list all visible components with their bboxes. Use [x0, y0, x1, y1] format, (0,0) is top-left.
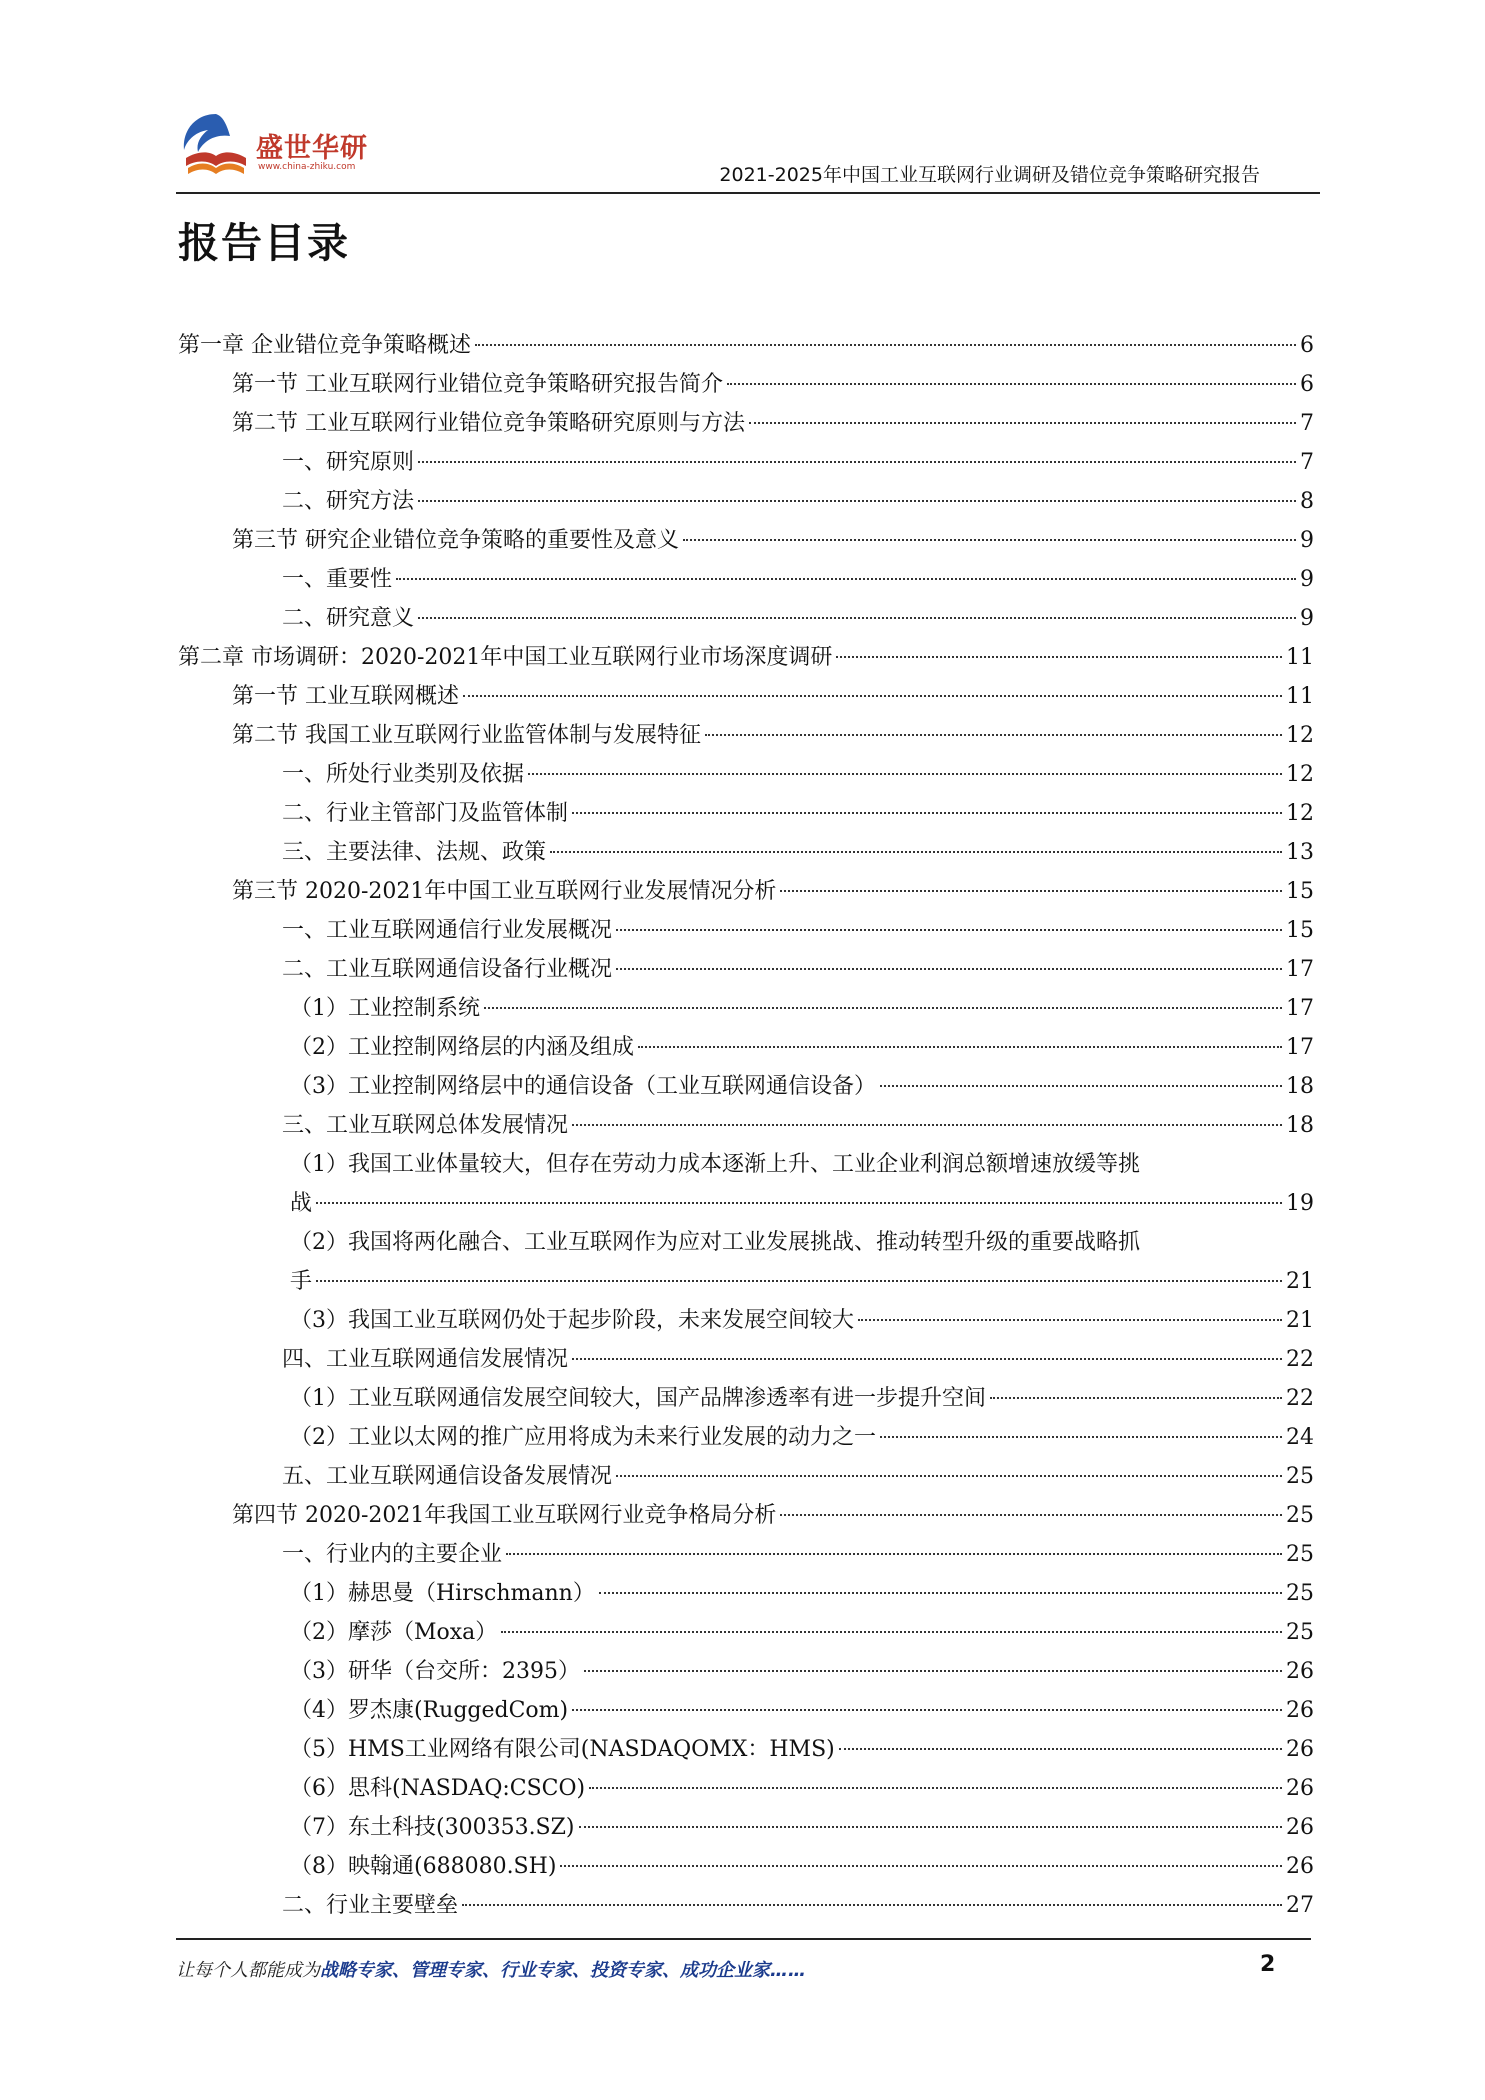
toc-page-number: 25	[1286, 1542, 1314, 1567]
footer-slogan-highlight: 战略专家、管理专家、行业专家、投资专家、成功企业家……	[320, 1960, 806, 1981]
toc-entry-text: 第三节 2020-2021年中国工业互联网行业发展情况分析	[232, 879, 777, 904]
toc-entry[interactable]	[178, 1301, 1314, 1340]
toc-leader-dots	[616, 929, 1282, 931]
toc-entry-text: 一、行业内的主要企业	[282, 1542, 503, 1567]
toc-entry-text: （1）我国工业体量较大，但存在劳动力成本逐渐上升、工业企业利润总额增速放缓等挑	[290, 1152, 1140, 1177]
toc-entry-text: 一、所处行业类别及依据	[282, 762, 525, 787]
toc-page-number: 27	[1286, 1893, 1314, 1918]
toc-page-number: 12	[1286, 801, 1314, 826]
toc-entry[interactable]	[178, 989, 1314, 1028]
toc-entry[interactable]	[178, 1535, 1314, 1574]
toc-leader-dots	[316, 1202, 1282, 1204]
toc-entry[interactable]	[178, 1223, 1314, 1301]
toc-page-number: 22	[1286, 1386, 1314, 1411]
toc-leader-dots	[572, 812, 1282, 814]
toc-entry[interactable]	[178, 950, 1314, 989]
toc-entry-text: （1）工业控制系统	[290, 996, 480, 1021]
toc-leader-dots	[396, 578, 1296, 580]
toc-entry[interactable]	[178, 404, 1314, 443]
toc-entry-text: 二、工业互联网通信设备行业概况	[282, 957, 613, 982]
toc-page-number: 15	[1286, 918, 1314, 943]
toc-entry-text: 第四节 2020-2021年我国工业互联网行业竞争格局分析	[232, 1503, 777, 1528]
header-divider	[176, 192, 1320, 194]
toc-entry-text: 三、主要法律、法规、政策	[282, 840, 547, 865]
toc-page-number: 21	[1286, 1269, 1314, 1294]
toc-entry[interactable]	[178, 1418, 1314, 1457]
toc-leader-dots	[550, 851, 1282, 853]
toc-entry[interactable]	[178, 1730, 1314, 1769]
toc-entry-text: （2）摩莎（Moxa）	[290, 1620, 498, 1645]
toc-entry[interactable]	[178, 1028, 1314, 1067]
logo-emblem-icon	[176, 106, 256, 186]
toc-leader-dots	[418, 500, 1296, 502]
toc-entry[interactable]	[178, 1691, 1314, 1730]
toc-entry-text: 一、工业互联网通信行业发展概况	[282, 918, 613, 943]
page-number: 2	[1260, 1952, 1276, 1977]
toc-leader-dots	[579, 1826, 1283, 1828]
toc-page-number: 22	[1286, 1347, 1314, 1372]
toc-entry[interactable]	[178, 716, 1314, 755]
toc-page-number: 26	[1286, 1698, 1314, 1723]
toc-entry-text: （3）研华（台交所：2395）	[290, 1659, 580, 1684]
toc-leader-dots	[501, 1631, 1282, 1633]
toc-entry[interactable]	[178, 599, 1314, 638]
toc-page-number: 12	[1286, 762, 1314, 787]
toc-page-number: 7	[1300, 411, 1314, 436]
toc-entry[interactable]	[178, 443, 1314, 482]
toc-page-number: 15	[1286, 879, 1314, 904]
toc-entry-text: 二、行业主要壁垒	[282, 1893, 459, 1918]
toc-entry-text: 第一节 工业互联网概述	[232, 684, 459, 709]
toc-leader-dots	[858, 1319, 1282, 1321]
logo-text: 盛世华研	[256, 133, 368, 164]
toc-page-number: 17	[1286, 1035, 1314, 1060]
toc-leader-dots	[589, 1787, 1282, 1789]
toc-entry-text: （1）工业互联网通信发展空间较大，国产品牌渗透率有进一步提升空间	[290, 1386, 986, 1411]
toc-page-number: 11	[1286, 645, 1314, 670]
toc-entry[interactable]	[178, 794, 1314, 833]
toc-entry[interactable]	[178, 872, 1314, 911]
toc-page-number: 9	[1300, 567, 1314, 592]
toc-page-number: 18	[1286, 1074, 1314, 1099]
toc-leader-dots	[475, 344, 1296, 346]
toc-leader-dots	[418, 617, 1296, 619]
toc-leader-dots	[749, 422, 1296, 424]
toc-entry[interactable]	[178, 482, 1314, 521]
toc-entry[interactable]	[178, 1340, 1314, 1379]
toc-entry[interactable]	[178, 677, 1314, 716]
toc-leader-dots	[418, 461, 1296, 463]
toc-entry-text: 一、研究原则	[282, 450, 415, 475]
toc-entry[interactable]	[178, 1496, 1314, 1535]
toc-entry[interactable]	[178, 1574, 1314, 1613]
toc-entry-text: （5）HMS工业网络有限公司(NASDAQOMX：HMS)	[290, 1737, 835, 1762]
toc-entry-text: （2）工业控制网络层的内涵及组成	[290, 1035, 634, 1060]
toc-entry[interactable]	[178, 521, 1314, 560]
toc-entry-text: （3）我国工业互联网仍处于起步阶段，未来发展空间较大	[290, 1308, 854, 1333]
toc-entry-text: 五、工业互联网通信设备发展情况	[282, 1464, 613, 1489]
toc-entry-continuation: 手	[290, 1269, 313, 1294]
toc-leader-dots	[572, 1358, 1282, 1360]
toc-page-number: 25	[1286, 1581, 1314, 1606]
toc-leader-dots	[880, 1436, 1282, 1438]
toc-entry-text: 一、重要性	[282, 567, 393, 592]
report-title: 2021-2025年中国工业互联网行业调研及错位竞争策略研究报告	[719, 164, 1260, 186]
toc-entry[interactable]	[178, 1886, 1314, 1925]
toc-entry-text: 四、工业互联网通信发展情况	[282, 1347, 569, 1372]
toc-entry-text: 第二节 工业互联网行业错位竞争策略研究原则与方法	[232, 411, 745, 436]
toc-page-number: 26	[1286, 1854, 1314, 1879]
toc-leader-dots	[584, 1670, 1282, 1672]
toc-leader-dots	[528, 773, 1282, 775]
toc-entry[interactable]	[178, 1808, 1314, 1847]
footer-slogan	[176, 1956, 806, 1982]
toc-leader-dots	[316, 1280, 1282, 1282]
toc-entry[interactable]	[178, 1379, 1314, 1418]
toc-entry-text: 二、研究意义	[282, 606, 415, 631]
toc-entry-text: 二、行业主管部门及监管体制	[282, 801, 569, 826]
toc-entry[interactable]	[178, 560, 1314, 599]
toc-entry[interactable]	[178, 1457, 1314, 1496]
toc-page-number: 26	[1286, 1815, 1314, 1840]
toc-page-number: 6	[1300, 372, 1314, 397]
toc-page-number: 25	[1286, 1464, 1314, 1489]
toc-entry[interactable]	[178, 326, 1314, 365]
toc-entry-text: 二、研究方法	[282, 489, 415, 514]
toc-entry-text: 第二节 我国工业互联网行业监管体制与发展特征	[232, 723, 701, 748]
page-title: 报告目录	[178, 219, 350, 267]
toc-leader-dots	[839, 1748, 1282, 1750]
toc-entry-text: 第三节 研究企业错位竞争策略的重要性及意义	[232, 528, 679, 553]
toc-page-number: 8	[1300, 489, 1314, 514]
toc-leader-dots	[572, 1709, 1282, 1711]
toc-page-number: 19	[1286, 1191, 1314, 1216]
toc-page-number: 6	[1300, 333, 1314, 358]
toc-leader-dots	[616, 968, 1282, 970]
toc-leader-dots	[462, 1904, 1282, 1906]
company-logo	[176, 106, 436, 186]
toc-page-number: 9	[1300, 528, 1314, 553]
toc-leader-dots	[484, 1007, 1282, 1009]
toc-page-number: 7	[1300, 450, 1314, 475]
toc-leader-dots	[727, 383, 1296, 385]
toc-entry[interactable]	[178, 1106, 1314, 1145]
toc-entry-text: （1）赫思曼（Hirschmann）	[290, 1581, 595, 1606]
toc-entry-text: （3）工业控制网络层中的通信设备（工业互联网通信设备）	[290, 1074, 876, 1099]
toc-page-number: 25	[1286, 1620, 1314, 1645]
toc-entry[interactable]	[178, 1613, 1314, 1652]
toc-entry[interactable]	[178, 833, 1314, 872]
toc-entry[interactable]	[178, 1847, 1314, 1886]
toc-entry[interactable]	[178, 1067, 1314, 1106]
toc-entry-text: 第一章 企业错位竞争策略概述	[178, 333, 471, 358]
toc-entry-text: 三、工业互联网总体发展情况	[282, 1113, 569, 1138]
toc-entry[interactable]	[178, 1652, 1314, 1691]
toc-page-number: 24	[1286, 1425, 1314, 1450]
toc-leader-dots	[683, 539, 1296, 541]
toc-leader-dots	[599, 1592, 1282, 1594]
footer-slogan-prefix: 让每个人都能成为	[176, 1960, 320, 1981]
toc-entry-text: 第二章 市场调研：2020-2021年中国工业互联网行业市场深度调研	[178, 645, 833, 670]
toc-page-number: 13	[1286, 840, 1314, 865]
toc-page-number: 26	[1286, 1776, 1314, 1801]
toc-entry-text: （6）思科(NASDAQ:CSCO)	[290, 1776, 586, 1801]
toc-entry[interactable]	[178, 911, 1314, 950]
toc-leader-dots	[506, 1553, 1282, 1555]
toc-entry-text: （8）映翰通(688080.SH)	[290, 1854, 557, 1879]
toc-entry[interactable]	[178, 1145, 1314, 1223]
toc-entry-continuation: 战	[290, 1191, 313, 1216]
toc-leader-dots	[560, 1865, 1282, 1867]
toc-entry-text: （7）东土科技(300353.SZ)	[290, 1815, 575, 1840]
page-header	[176, 100, 1320, 198]
toc-leader-dots	[463, 695, 1282, 697]
toc-page-number: 25	[1286, 1503, 1314, 1528]
toc-entry[interactable]	[178, 365, 1314, 404]
toc-page-number: 26	[1286, 1659, 1314, 1684]
toc-entry-text: （2）工业以太网的推广应用将成为未来行业发展的动力之一	[290, 1425, 876, 1450]
toc-leader-dots	[780, 890, 1282, 892]
toc-page-number: 18	[1286, 1113, 1314, 1138]
toc-leader-dots	[705, 734, 1282, 736]
toc-leader-dots	[880, 1085, 1282, 1087]
toc-page-number: 9	[1300, 606, 1314, 631]
toc-page-number: 21	[1286, 1308, 1314, 1333]
toc-entry-text: 第一节 工业互联网行业错位竞争策略研究报告简介	[232, 372, 723, 397]
toc-entry-text: （4）罗杰康(RuggedCom)	[290, 1698, 569, 1723]
toc-leader-dots	[836, 656, 1282, 658]
toc-page-number: 17	[1286, 996, 1314, 1021]
toc-page-number: 11	[1286, 684, 1314, 709]
table-of-contents	[178, 326, 1314, 1925]
toc-leader-dots	[638, 1046, 1282, 1048]
toc-entry[interactable]	[178, 1769, 1314, 1808]
logo-url: www.china-zhiku.com	[258, 162, 356, 172]
toc-page-number: 12	[1286, 723, 1314, 748]
toc-entry-text: （2）我国将两化融合、工业互联网作为应对工业发展挑战、推动转型升级的重要战略抓	[290, 1230, 1140, 1255]
toc-entry[interactable]	[178, 755, 1314, 794]
toc-page-number: 26	[1286, 1737, 1314, 1762]
toc-leader-dots	[572, 1124, 1282, 1126]
toc-page-number: 17	[1286, 957, 1314, 982]
toc-entry[interactable]	[178, 638, 1314, 677]
toc-leader-dots	[990, 1397, 1282, 1399]
footer-divider	[176, 1938, 1311, 1940]
toc-leader-dots	[780, 1514, 1282, 1516]
toc-leader-dots	[616, 1475, 1282, 1477]
